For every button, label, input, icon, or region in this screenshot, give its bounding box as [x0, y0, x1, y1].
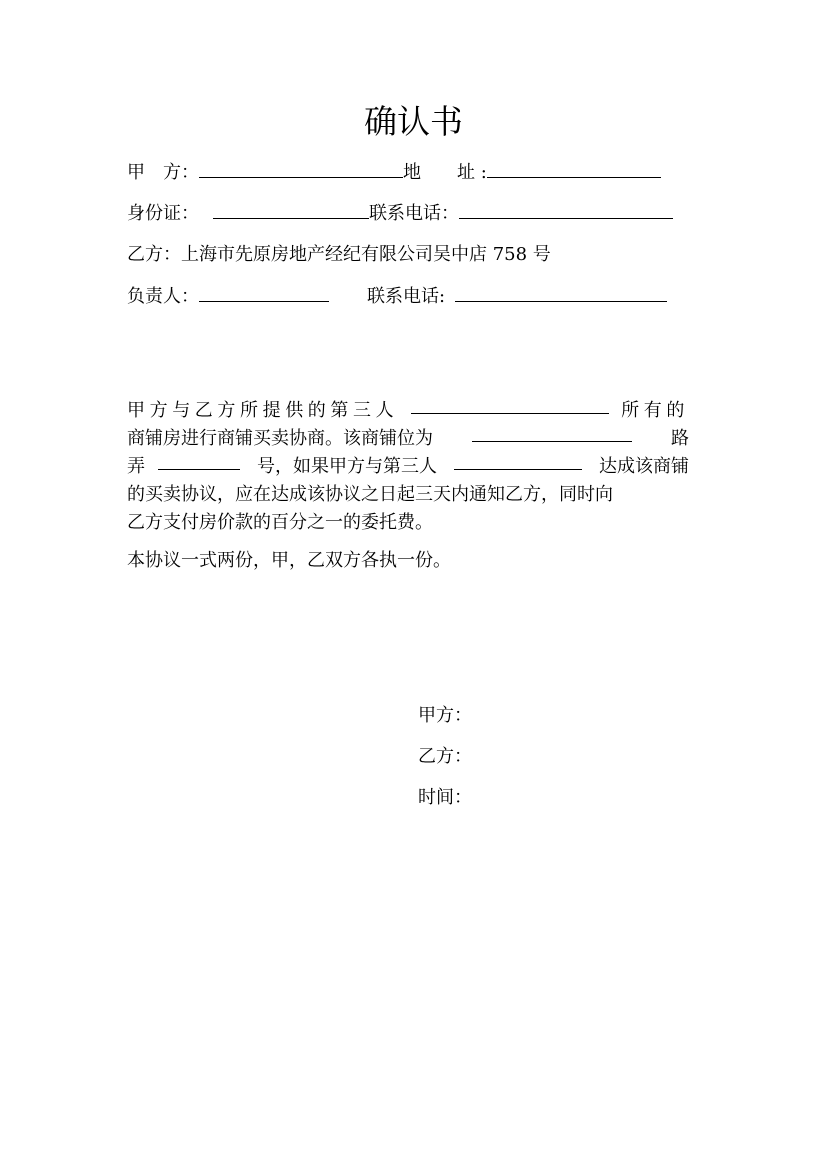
para-text: 所有的	[621, 400, 689, 421]
address-blank[interactable]	[487, 159, 661, 178]
para-line-1	[127, 397, 689, 425]
road-blank[interactable]	[472, 425, 632, 442]
copies-line: 本协议一式两份，甲，乙双方各执一份。	[127, 550, 451, 571]
para-text: 弄	[127, 456, 145, 477]
third-party-blank-2[interactable]	[454, 453, 582, 470]
id-line	[127, 200, 689, 228]
id-blank[interactable]	[213, 200, 369, 219]
party-a-label: 甲 方：	[127, 162, 199, 183]
para-line-4: 的买卖协议，应在达成该协议之日起三天内通知乙方，同时向	[127, 484, 613, 505]
party-b-line: 乙方：上海市先原房地产经纪有限公司吴中店 758 号	[127, 244, 551, 265]
party-a-blank[interactable]	[199, 159, 403, 178]
para-text: 号，如果甲方与第三人	[257, 456, 437, 477]
manager-line	[127, 283, 689, 311]
address-label: 地 址 :	[403, 162, 487, 183]
signature-party-b: 乙方：	[418, 746, 472, 767]
phone-blank-2[interactable]	[455, 283, 667, 302]
para-line-2	[127, 425, 689, 453]
para-text: 达成该商铺	[599, 456, 689, 477]
manager-blank[interactable]	[199, 283, 329, 302]
party-a-line	[127, 159, 689, 187]
third-party-blank[interactable]	[411, 397, 609, 414]
lane-blank[interactable]	[158, 453, 240, 470]
manager-label: 负责人：	[127, 286, 199, 307]
agreement-paragraph	[127, 397, 689, 537]
document-title: 确认书	[364, 102, 463, 141]
para-text: 甲方与乙方所提供的第三人	[127, 400, 399, 421]
para-line-5: 乙方支付房价款的百分之一的委托费。	[127, 512, 433, 533]
para-text: 路	[671, 428, 689, 449]
phone-label-2: 联系电话:	[367, 286, 446, 307]
id-label: 身份证：	[127, 203, 199, 224]
phone-blank[interactable]	[459, 200, 673, 219]
signature-time: 时间：	[418, 787, 472, 808]
signature-party-a: 甲方：	[418, 705, 472, 726]
para-line-3	[127, 453, 689, 481]
phone-label: 联系电话：	[369, 203, 459, 224]
para-text: 商铺房进行商铺买卖协商。该商铺位为	[127, 428, 433, 449]
